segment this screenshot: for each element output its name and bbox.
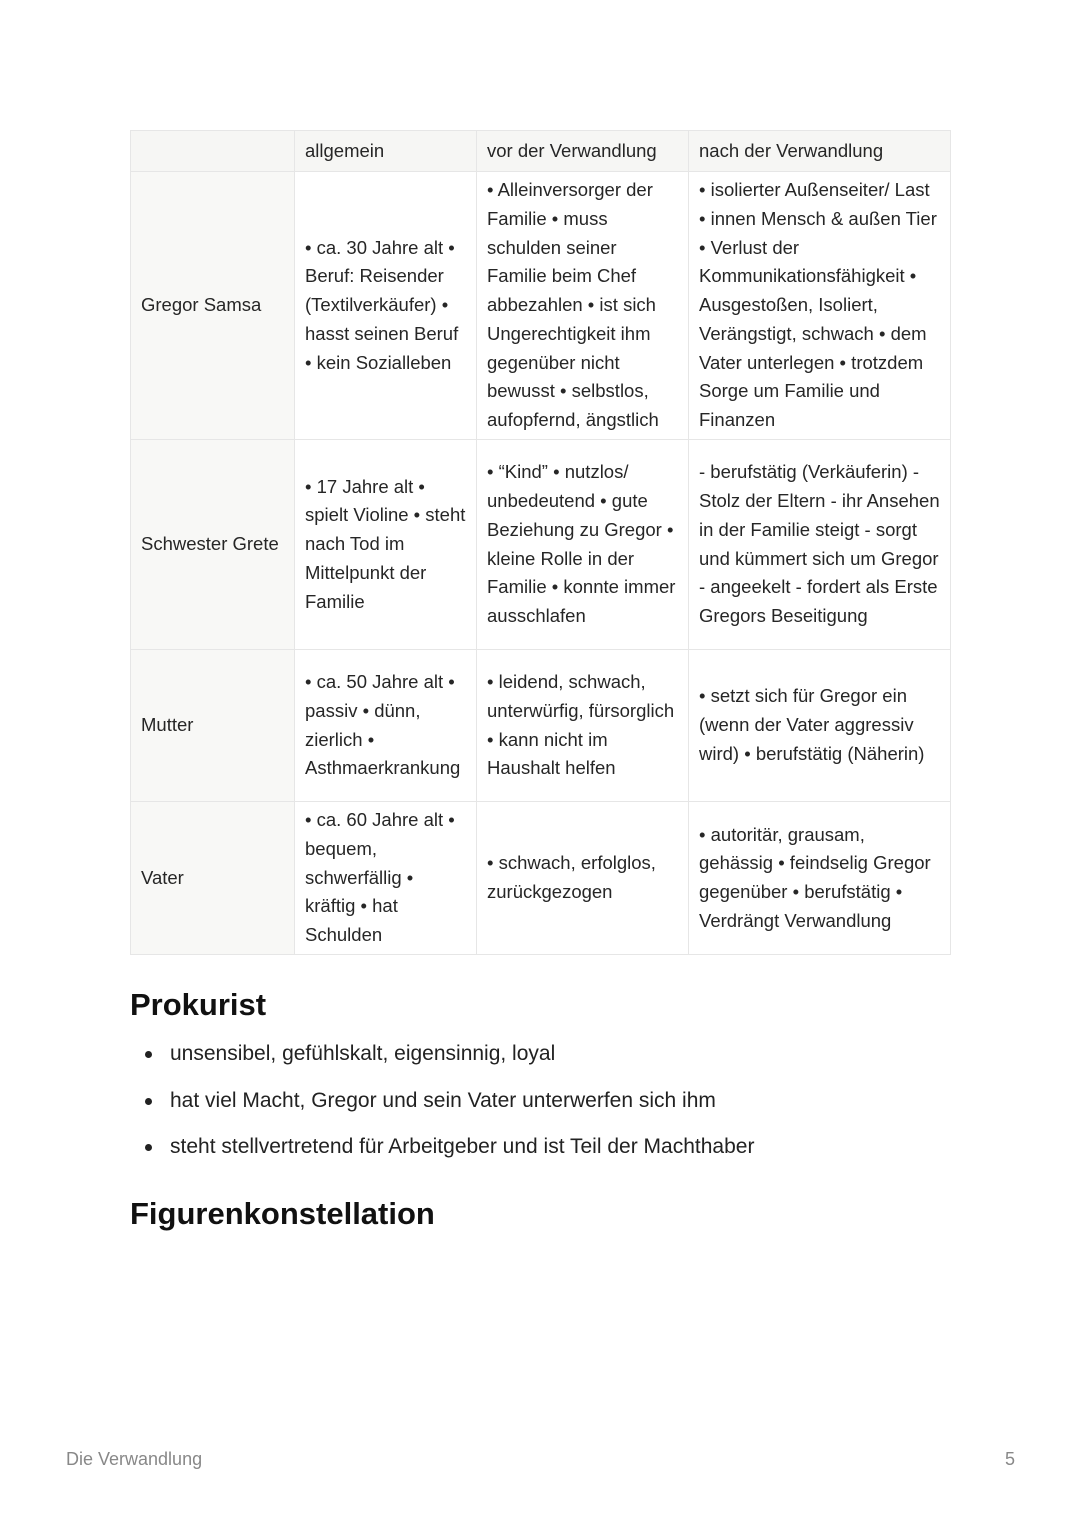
table-header-allgemein: allgemein [295,131,477,172]
cell-nach: - berufstätig (Verkäuferin) - Stolz der Eltern - ihr Ansehen in der Familie steigt - sorgt und kümmert sich um Gregor - angeekelt - fordert als Erste Gregors Beseitigung [689,440,951,650]
cell-nach: • isolierter Außenseiter/ Last • innen Mensch & außen Tier • Verlust der Kommunikationsfähigkeit • Ausgestoßen, Isoliert, Verängstigt, schwach • dem Vater unterlegen • trotzdem Sorge um Familie und Finanzen [689,172,951,440]
cell-allgemein: • ca. 50 Jahre alt • passiv • dünn, zierlich • Asthmaerkrankung [295,650,477,802]
figurenkonstellation-heading: Figurenkonstellation [130,1196,435,1231]
character-name: Mutter [131,650,295,802]
table-row [131,802,951,955]
character-name: Vater [131,802,295,955]
cell-allgemein: • 17 Jahre alt • spielt Violine • steht nach Tod im Mittelpunkt der Familie [295,440,477,650]
table-row [131,172,951,440]
cell-nach: • autoritär, grausam, gehässig • feindselig Gregor gegenüber • berufstätig • Verdrängt Verwandlung [689,802,951,955]
list-item: unsensibel, gefühlskalt, eigensinnig, loyal [140,1036,960,1083]
table-header-vor: vor der Verwandlung [477,131,689,172]
cell-nach: • setzt sich für Gregor ein (wenn der Vater aggressiv wird) • berufstätig (Näherin) [689,650,951,802]
table-header-nach: nach der Verwandlung [689,131,951,172]
prokurist-heading: Prokurist [130,987,267,1022]
cell-vor: • schwach, erfolglos, zurückgezogen [477,802,689,955]
character-name: Schwester Grete [131,440,295,650]
cell-vor: • “Kind” • nutzlos/ unbedeutend • gute Beziehung zu Gregor • kleine Rolle in der Familie • konnte immer ausschlafen [477,440,689,650]
cell-vor: • Alleinversorger der Familie • muss schulden seiner Familie beim Chef abbezahlen • ist sich Ungerechtigkeit ihm gegenüber nicht bewusst • selbstlos, aufopfernd, ängstlich [477,172,689,440]
table-row [131,440,951,650]
footer-title: Die Verwandlung [66,1449,203,1469]
character-table [130,130,951,955]
prokurist-list [140,1036,960,1176]
cell-vor: • leidend, schwach, unterwürfig, fürsorglich • kann nicht im Haushalt helfen [477,650,689,802]
character-name: Gregor Samsa [131,172,295,440]
page-number: 5 [1004,1449,1015,1469]
table-header-empty [131,131,295,172]
table-header-row [131,131,951,172]
cell-allgemein: • ca. 60 Jahre alt • bequem, schwerfällig • kräftig • hat Schulden [295,802,477,955]
list-item: hat viel Macht, Gregor und sein Vater unterwerfen sich ihm [140,1083,960,1130]
cell-allgemein: • ca. 30 Jahre alt • Beruf: Reisender (Textilverkäufer) • hasst seinen Beruf • kein Sozialleben [295,172,477,440]
list-item: steht stellvertretend für Arbeitgeber und ist Teil der Machthaber [140,1129,960,1176]
table-row [131,650,951,802]
